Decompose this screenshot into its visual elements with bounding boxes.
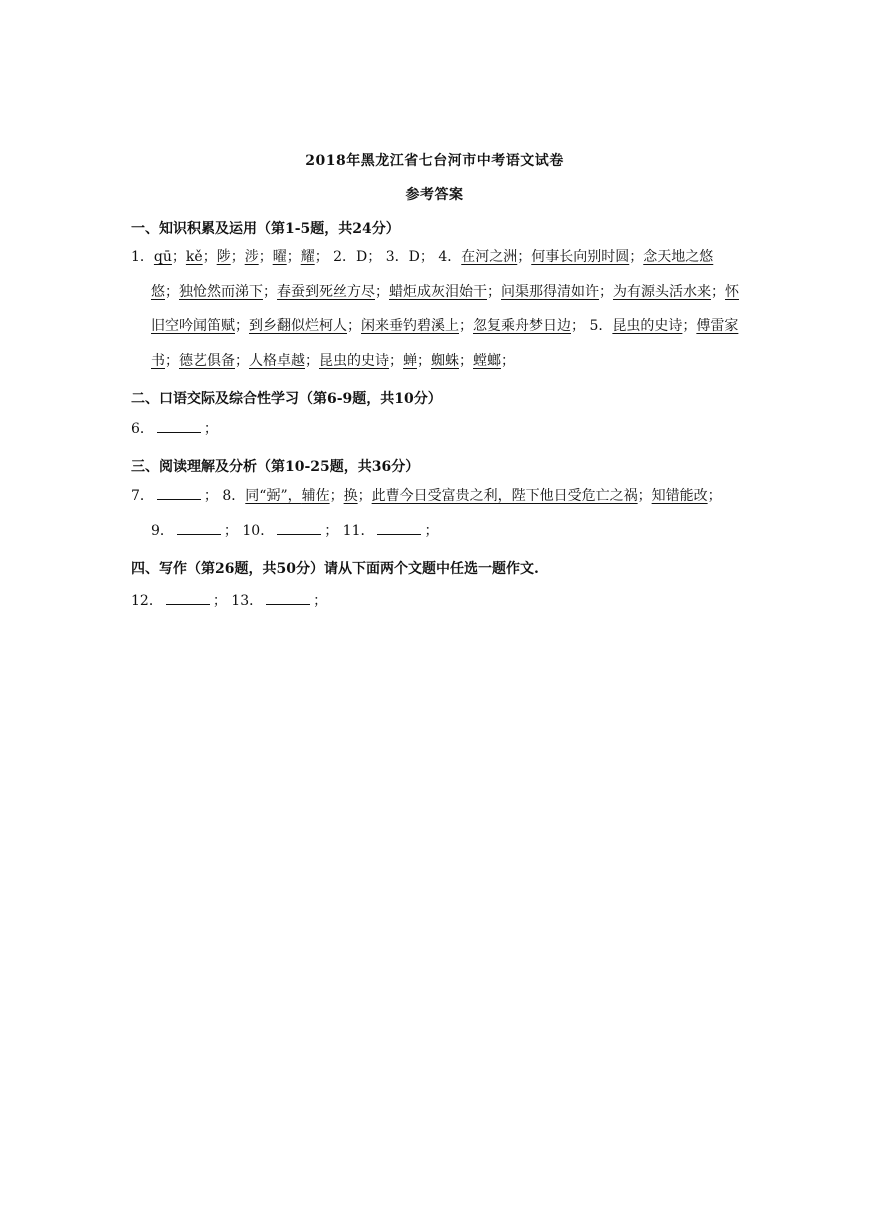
separator: ； [230,249,245,265]
answer-text: 昆虫的史诗 [319,352,389,369]
answer-text: 闲来垂钓碧溪上 [361,318,459,334]
separator: ； [212,593,227,609]
separator: ； [571,318,585,334]
question-number: 6． [131,421,154,437]
question-number: 13． [231,593,264,609]
separator: ； [203,421,218,437]
answer-paragraph-4 [131,584,741,619]
answer-text: 陟 [216,249,231,265]
answer-blank [166,592,210,605]
answer-text: 此曹今日受富贵之利，陛下他日受危亡之祸 [371,488,638,504]
answer-text: 昆虫的史诗 [612,318,683,334]
separator: ； [487,283,501,300]
answer-text: 念天地之悠悠 [151,249,714,300]
answer-text: 换 [343,488,358,504]
separator: ； [629,249,644,265]
separator: ； [286,249,301,265]
answer-text: qū [153,249,172,265]
separator: ； [202,249,217,265]
separator: ； [707,488,722,504]
answer-blank [277,522,321,535]
separator: ； [637,488,652,504]
answer-text: 蜘蛛 [431,352,459,369]
answer-text: 耀 [300,249,315,265]
document-subtitle: 参考答案 [405,187,464,203]
answer-text: 螳螂 [473,352,501,369]
answer-text: 知错能改 [651,488,708,504]
separator: ； [235,318,249,334]
question-number: 4． [438,249,462,265]
separator: ； [389,352,403,369]
section-heading-1: 一、知识积累及运用（第1-5题，共24分） [131,221,400,237]
answer-text: 为有源头活水来 [613,283,711,300]
separator: ； [258,249,273,265]
answer-text: kě [185,249,203,265]
answer-text: 2．D； [333,249,382,265]
question-number: 1． [131,249,154,265]
separator: ； [347,318,361,334]
answer-text: 辅佐 [301,488,330,504]
separator: ； [459,352,473,369]
answer-blank [157,487,201,500]
answer-text: 春蚕到死丝方尽 [277,283,375,300]
question-number: 8． [222,488,246,504]
answer-text: 问渠那得清如许 [501,283,599,300]
answer-text: 傅雷家书 [151,318,739,369]
separator: ； [517,249,532,265]
separator: ； [235,352,249,369]
separator: ； [417,352,431,369]
answer-blank [377,522,421,535]
answer-blank [266,592,310,605]
answer-blank [177,522,221,535]
question-number: 7． [131,488,154,504]
document-title: 2018年黑龙江省七台河市中考语文试卷 [305,153,564,169]
separator: ； [263,283,277,300]
separator: ； [711,283,725,300]
question-number: 5． [589,318,613,334]
answer-blank [157,420,201,433]
answer-text: 何事长向别时圆 [531,249,630,265]
separator: ； [305,352,319,369]
section-heading-2: 二、口语交际及综合性学习（第6-9题，共10分） [131,391,442,407]
separator: ； [424,522,439,539]
question-number: 11． [342,522,375,539]
separator: ； [501,352,515,369]
question-number: 12． [131,593,163,609]
answer-text: 怀旧空吟闻笛赋 [151,283,739,334]
answer-prefix: 同“弼”， [245,488,302,504]
separator: ； [165,352,179,369]
answer-text: 在河之洲 [461,249,518,265]
separator: ； [313,593,328,609]
answer-text: 忽复乘舟梦日边 [473,318,571,334]
separator: ； [682,318,697,334]
question-number: 9． [151,522,174,539]
answer-text: 曜 [272,249,287,265]
separator: ； [357,488,372,504]
separator: ； [329,488,344,504]
separator: ； [171,249,186,265]
section-heading-4: 四、写作（第26题，共50分）请从下面两个文题中任选一题作文. [131,561,539,577]
answer-paragraph-2 [131,412,741,447]
answer-text: 蜡炬成灰泪始干 [389,283,487,300]
answer-text: 到乡翻似烂柯人 [249,318,347,334]
answer-text [245,488,329,504]
answer-text: 3．D； [385,249,434,265]
section-heading-3: 三、阅读理解及分析（第10-25题，共36分） [131,459,420,475]
question-number: 10． [242,522,275,539]
answer-text: 涉 [244,249,259,265]
separator: ； [459,318,473,334]
answer-text: 蝉 [403,352,417,369]
separator: ； [599,283,613,300]
separator: ； [314,249,329,265]
answer-paragraph-1 [131,240,741,378]
answer-text: 独怆然而涕下 [179,283,263,300]
answer-paragraph-3 [131,479,741,548]
answer-text: 人格卓越 [249,352,305,369]
separator: ； [203,488,218,504]
separator: ； [165,283,179,300]
separator: ； [324,522,339,539]
separator: ； [223,522,238,539]
separator: ； [375,283,389,300]
answer-text: 德艺俱备 [179,352,235,369]
